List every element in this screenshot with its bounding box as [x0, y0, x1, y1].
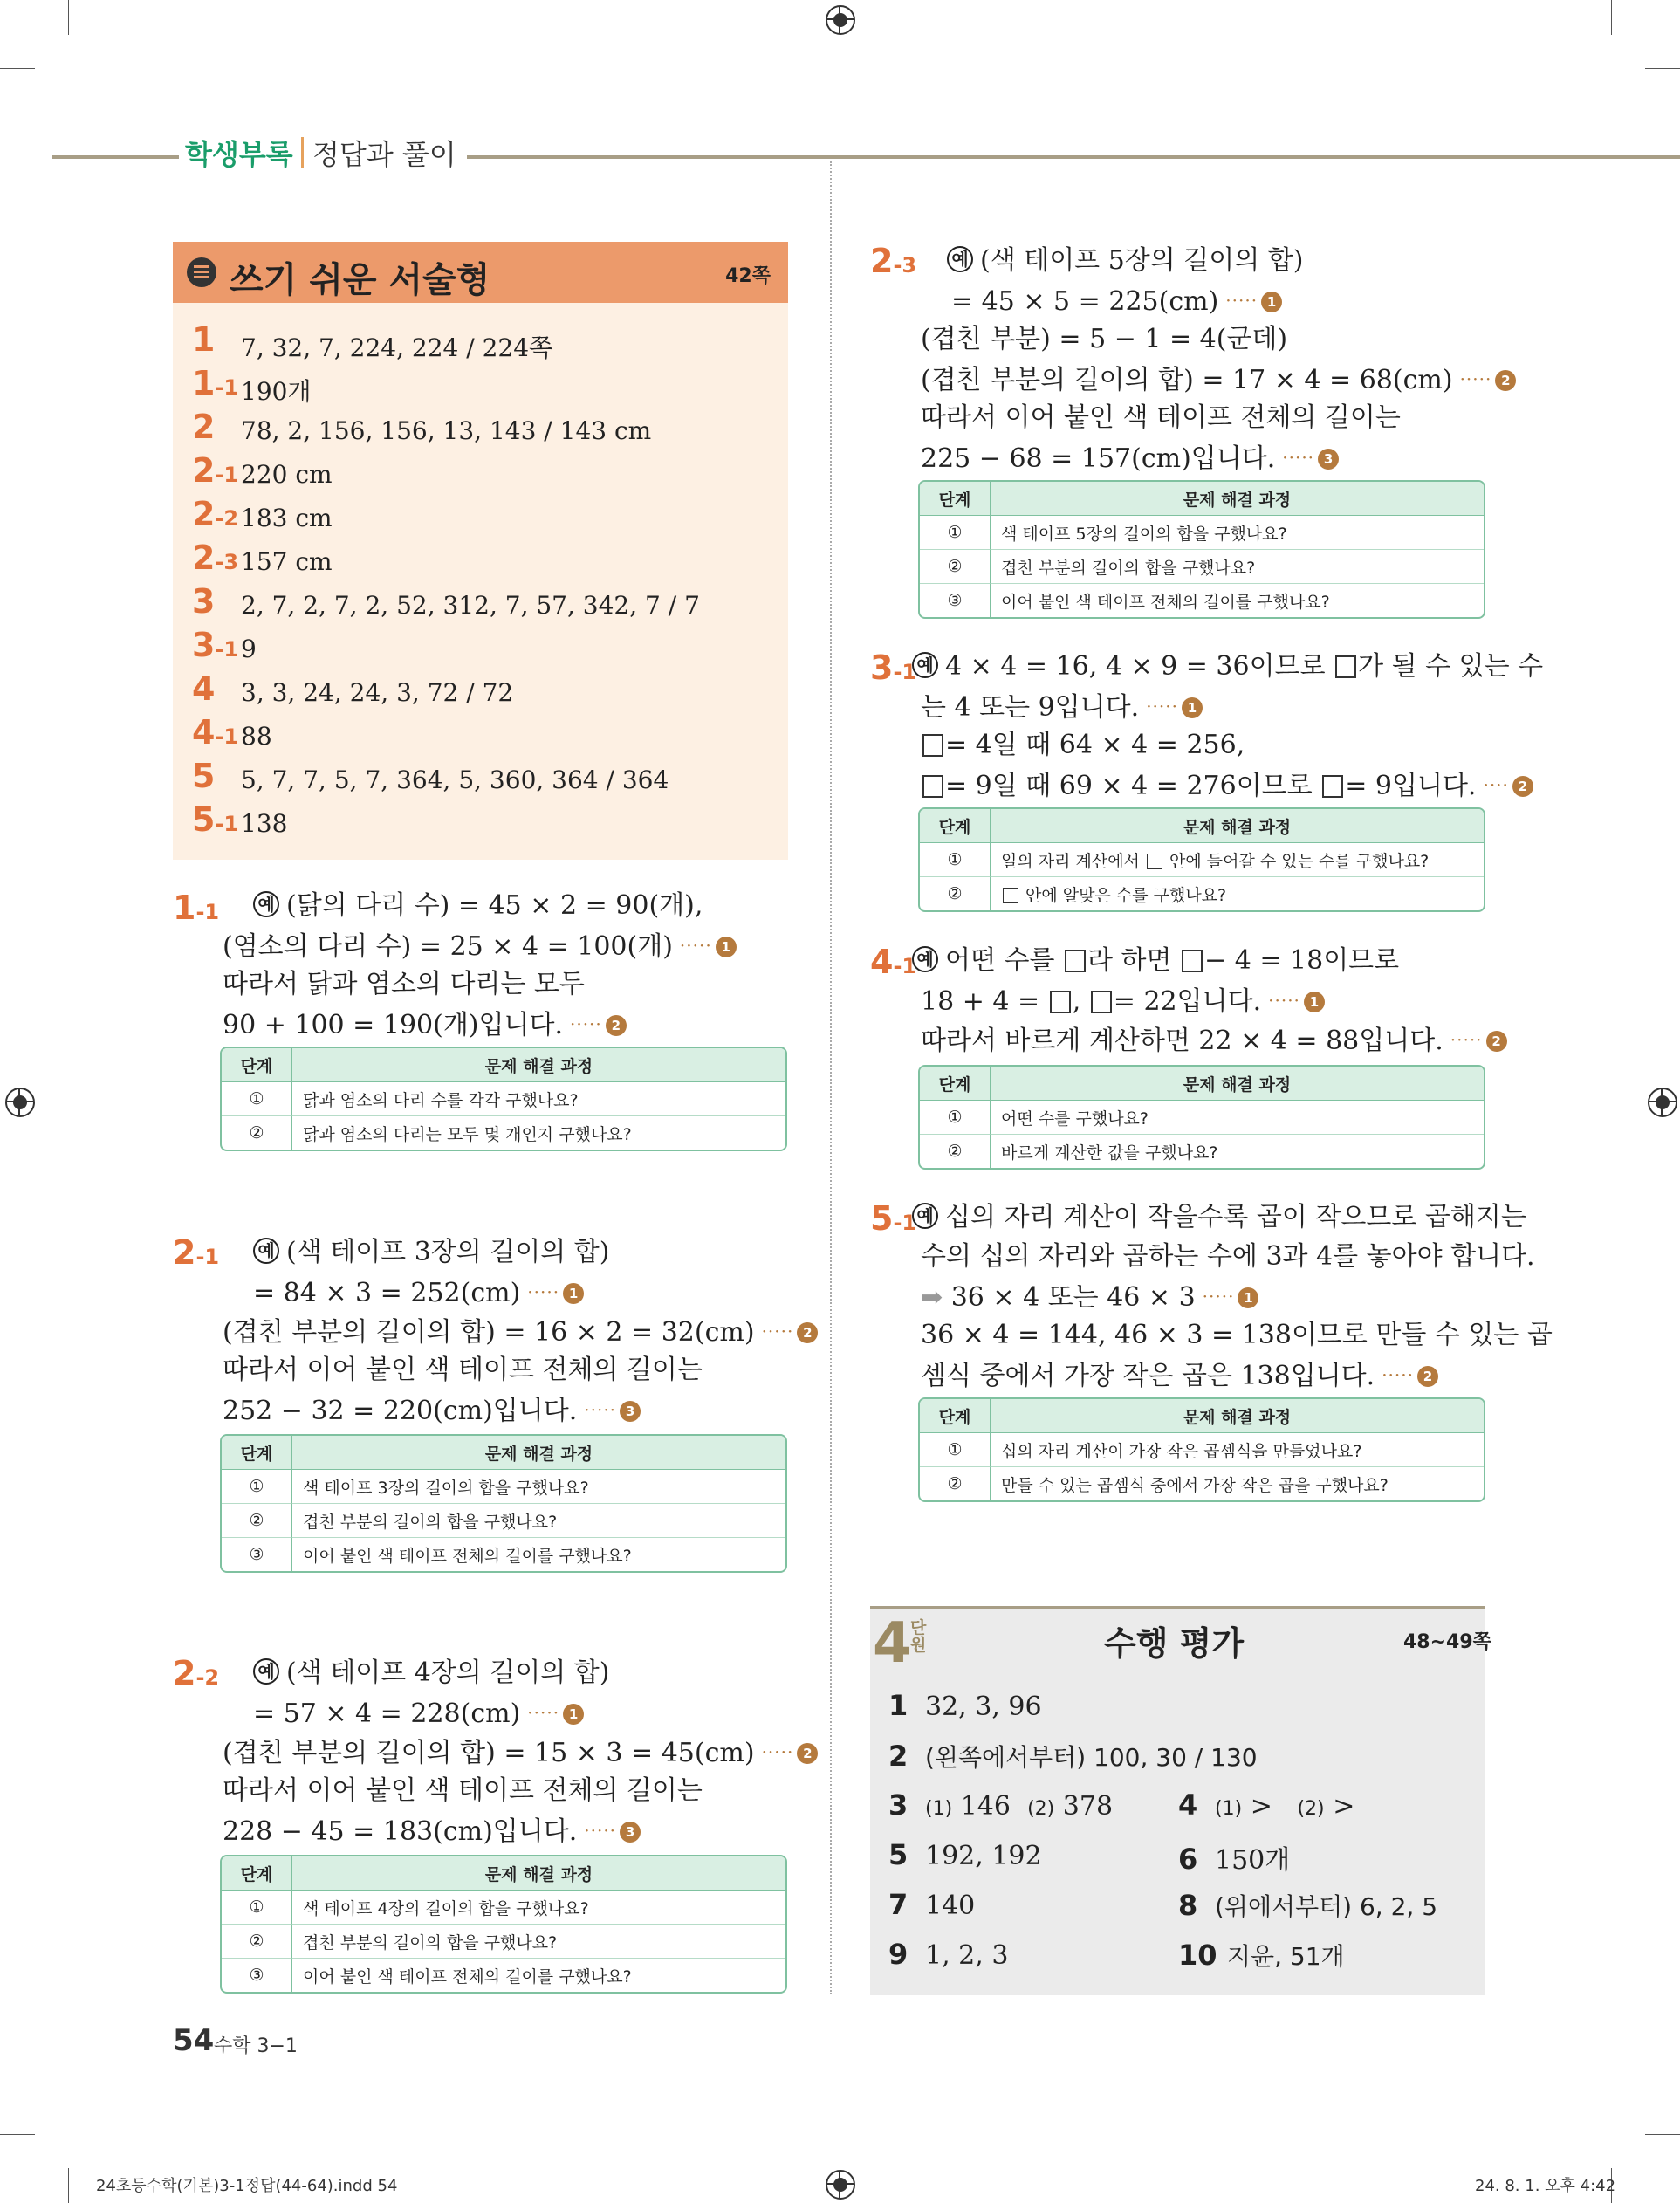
blank-box-icon	[922, 734, 943, 757]
header-subtitle: 정답과 풀이	[312, 138, 456, 171]
problem-number: 5-1	[870, 1199, 917, 1238]
answer-number: 2-2	[192, 495, 239, 533]
answer-value: 183 cm	[241, 504, 333, 532]
answer-value: 2, 7, 2, 7, 2, 52, 312, 7, 57, 342, 7 / 7	[241, 591, 700, 620]
header-rule	[52, 155, 179, 159]
answer-number: 5-1	[192, 800, 239, 839]
blank-box-icon	[1003, 888, 1018, 903]
solution-line: 따라서 바르게 계산하면 22 × 4 = 88입니다. ····· 2	[921, 1020, 1507, 1060]
registration-mark-icon	[826, 2170, 855, 2200]
unit-answer: 2 (왼쪽에서부터) 100, 30 / 130	[888, 1740, 1258, 1773]
step-marker-icon: 2	[1512, 776, 1533, 797]
solution-line: 셈식 중에서 가장 작은 곱은 138입니다. ····· 2	[921, 1355, 1438, 1396]
answer-number: 3	[192, 582, 216, 621]
solution-line: 예 어떤 수를 라 하면 − 4 = 18이므로	[912, 942, 1399, 980]
problem-number: 2-2	[173, 1654, 220, 1692]
answer-box-header	[173, 242, 788, 303]
answer-number: 2	[192, 408, 216, 446]
unit-answer: 7 140	[888, 1888, 976, 1921]
step-marker-icon: 1	[563, 1283, 584, 1304]
crop-mark	[1645, 2134, 1680, 2135]
unit-answer: 4 (1) > (2) >	[1178, 1788, 1355, 1822]
crop-mark	[0, 2134, 35, 2135]
solution-line: 따라서 이어 붙인 색 테이프 전체의 길이는	[223, 1775, 703, 1806]
answer-value: 3, 3, 24, 24, 3, 72 / 72	[241, 678, 514, 707]
answer-box-title: 쓰기 쉬운 서술형	[230, 260, 490, 300]
solution-line: 따라서 닭과 염소의 다리는 모두	[223, 969, 585, 999]
answer-value: 190개	[241, 377, 312, 406]
step-marker-icon: 2	[797, 1322, 818, 1343]
unit-answer: 10 지윤, 51개	[1178, 1939, 1345, 1972]
print-date: 24. 8. 1. 오후 4:42	[1475, 2177, 1616, 2195]
file-name: 24초등수학(기본)3-1정답(44-64).indd 54	[96, 2177, 398, 2195]
answer-number: 1	[192, 320, 216, 359]
unit-number: 4	[873, 1611, 912, 1676]
step-table: 단계 문제 해결 과정 ① 십의 자리 계산이 가장 작은 곱셈식을 만들었나요? ② 만들 수 있는 곱셈식 중에서 가장 작은 곱을 구했나요?	[918, 1397, 1485, 1502]
answer-value: 220 cm	[241, 460, 333, 489]
solution-line: (겹친 부분의 길이의 합) = 16 × 2 = 32(cm) ····· 2	[223, 1312, 818, 1352]
answer-box-page: 42쪽	[725, 265, 771, 287]
solution-line: 252 − 32 = 220(cm)입니다. ····· 3	[223, 1390, 641, 1431]
crop-mark	[0, 68, 35, 69]
blank-box-icon	[1335, 655, 1356, 678]
unit-answer: 6 150개	[1178, 1843, 1291, 1876]
solution-line: = 57 × 4 = 228(cm) ····· 1	[253, 1693, 584, 1733]
solution-line: 228 − 45 = 183(cm)입니다. ····· 3	[223, 1811, 641, 1851]
blank-box-icon	[922, 775, 943, 798]
answer-number: 1-1	[192, 364, 239, 402]
answer-value: 78, 2, 156, 156, 13, 143 / 143 cm	[241, 416, 652, 445]
unit-test-title: 수행 평가	[1104, 1624, 1245, 1663]
solution-line: 예 (색 테이프 3장의 길이의 합)	[253, 1233, 609, 1272]
problem-number: 4-1	[870, 943, 917, 981]
problem-number: 2-1	[173, 1233, 220, 1272]
header-rule	[467, 155, 1680, 159]
answer-value: 9	[241, 635, 257, 663]
step-table: 단계 문제 해결 과정 ① 색 테이프 3장의 길이의 합을 구했나요? ② 겹친 부분의 길이의 합을 구했나요? ③ 이어 붙인 색 테이프 전체의 길이를 구했나요?	[220, 1434, 787, 1573]
solution-line: = 9일 때 69 × 4 = 276이므로 = 9입니다. ···· 2	[921, 765, 1533, 806]
crop-mark	[68, 0, 69, 35]
answer-box	[173, 242, 788, 860]
page-subject: 수학 3−1	[214, 2035, 298, 2057]
step-marker-icon: 3	[620, 1401, 641, 1422]
answer-value: 138	[241, 809, 288, 838]
step-marker-icon: 3	[1318, 449, 1339, 470]
solution-line: = 45 × 5 = 225(cm) ····· 1	[951, 281, 1282, 321]
step-marker-icon: 1	[563, 1704, 584, 1725]
answer-value: 157 cm	[241, 547, 333, 576]
registration-mark-icon	[5, 1088, 35, 1117]
solution-line: 예 (닭의 다리 수) = 45 × 2 = 90(개),	[253, 887, 703, 925]
answer-number: 5	[192, 757, 216, 795]
crop-mark	[1645, 68, 1680, 69]
crop-mark	[68, 2168, 69, 2203]
unit-answer: 8 (위에서부터) 6, 2, 5	[1178, 1889, 1438, 1922]
solution-line: 예 (색 테이프 4장의 길이의 합)	[253, 1654, 609, 1692]
step-marker-icon: 3	[620, 1822, 641, 1843]
unit-label: 단원	[910, 1618, 927, 1655]
solution-line: = 4일 때 64 × 4 = 256,	[921, 726, 1245, 765]
step-marker-icon: 2	[797, 1743, 818, 1764]
answer-value: 5, 7, 7, 5, 7, 364, 5, 360, 364 / 364	[241, 765, 669, 794]
solution-line: (겹친 부분의 길이의 합) = 17 × 4 = 68(cm) ····· 2	[921, 360, 1516, 400]
step-table: 단계 문제 해결 과정 ① 일의 자리 계산에서 안에 들어갈 수 있는 수를 구했나요? ② 안에 알맞은 수를 구했나요?	[918, 807, 1485, 912]
solution-line: 예 십의 자리 계산이 작을수록 곱이 작으므로 곱해지는	[912, 1198, 1526, 1237]
step-marker-icon: 1	[716, 937, 737, 957]
step-table: 단계 문제 해결 과정 ① 색 테이프 5장의 길이의 합을 구했나요? ② 겹친 부분의 길이의 합을 구했나요? ③ 이어 붙인 색 테이프 전체의 길이를 구했나요?	[918, 480, 1485, 619]
solution-line: 18 + 4 = , = 22입니다. ····· 1	[921, 981, 1325, 1021]
answer-number: 3-1	[192, 626, 239, 664]
solution-line: 는 4 또는 9입니다. ····· 1	[921, 687, 1203, 727]
step-marker-icon: 1	[1261, 292, 1282, 312]
solution-line: 예 (색 테이프 5장의 길이의 합)	[947, 242, 1303, 280]
unit-answer: 1 32, 3, 96	[888, 1689, 1042, 1722]
solution-line: 90 + 100 = 190(개)입니다. ····· 2	[223, 1005, 627, 1045]
step-marker-icon: 2	[1495, 370, 1516, 391]
step-marker-icon: 1	[1304, 992, 1325, 1012]
blank-box-icon	[1182, 950, 1203, 972]
list-icon	[187, 257, 216, 287]
problem-number: 1-1	[173, 889, 220, 927]
step-marker-icon: 1	[1238, 1287, 1258, 1308]
solution-line: 예 4 × 4 = 16, 4 × 9 = 36이므로 가 될 수 있는 수	[912, 648, 1543, 686]
solution-line: (염소의 다리 수) = 25 × 4 = 100(개) ····· 1	[223, 926, 737, 966]
unit-answer: 9 1, 2, 3	[888, 1938, 1009, 1971]
answer-value: 7, 32, 7, 224, 224 / 224쪽	[241, 333, 553, 362]
solution-line: 수의 십의 자리와 곱하는 수에 3과 4를 놓아야 합니다.	[921, 1241, 1535, 1272]
page-number: 54	[173, 2023, 215, 2058]
step-table: 단계 문제 해결 과정 ① 닭과 염소의 다리 수를 각각 구했나요? ② 닭과 염소의 다리는 모두 몇 개인지 구했나요?	[220, 1047, 787, 1151]
registration-mark-icon	[826, 5, 855, 35]
solution-line: ➡ 36 × 4 또는 46 × 3 ····· 1	[921, 1277, 1258, 1317]
blank-box-icon	[1065, 950, 1086, 972]
header-separator	[301, 137, 304, 168]
answer-value: 88	[241, 722, 272, 751]
solution-line: 36 × 4 = 144, 46 × 3 = 138이므로 만들 수 있는 곱	[921, 1320, 1553, 1350]
blank-box-icon	[1050, 991, 1071, 1013]
header-title: 학생부록	[185, 138, 293, 171]
step-table: 단계 문제 해결 과정 ① 색 테이프 4장의 길이의 합을 구했나요? ② 겹친 부분의 길이의 합을 구했나요? ③ 이어 붙인 색 테이프 전체의 길이를 구했나요?	[220, 1855, 787, 1994]
unit-answer: 5 192, 192	[888, 1838, 1042, 1871]
answer-number: 4	[192, 669, 216, 708]
solution-line: 따라서 이어 붙인 색 테이프 전체의 길이는	[921, 402, 1401, 433]
answer-number: 4-1	[192, 713, 239, 751]
solution-line: 따라서 이어 붙인 색 테이프 전체의 길이는	[223, 1355, 703, 1385]
solution-line: (겹친 부분) = 5 − 1 = 4(군데)	[921, 324, 1288, 354]
blank-box-icon	[1147, 854, 1162, 869]
registration-mark-icon	[1648, 1088, 1677, 1117]
step-marker-icon: 2	[1417, 1366, 1438, 1387]
blank-box-icon	[1091, 991, 1112, 1013]
answer-number: 2-1	[192, 451, 239, 490]
solution-line: = 84 × 3 = 252(cm) ····· 1	[253, 1273, 584, 1313]
step-marker-icon: 2	[606, 1015, 627, 1036]
crop-mark	[1611, 0, 1612, 35]
column-divider	[830, 161, 832, 1994]
step-table: 단계 문제 해결 과정 ① 어떤 수를 구했나요? ② 바르게 계산한 값을 구했나요?	[918, 1065, 1485, 1170]
unit-answer: 3 (1) 146 (2) 378	[888, 1788, 1114, 1822]
problem-number: 2-3	[870, 242, 917, 280]
arrow-right-icon: ➡	[921, 1282, 943, 1313]
answer-number: 2-3	[192, 539, 239, 577]
unit-test-page: 48~49쪽	[1403, 1631, 1491, 1653]
step-marker-icon: 1	[1182, 697, 1203, 718]
step-marker-icon: 2	[1486, 1031, 1507, 1052]
solution-line: 225 − 68 = 157(cm)입니다. ····· 3	[921, 438, 1339, 478]
solution-line: (겹친 부분의 길이의 합) = 15 × 3 = 45(cm) ····· 2	[223, 1733, 818, 1773]
blank-box-icon	[1322, 775, 1343, 798]
problem-number: 3-1	[870, 649, 917, 687]
